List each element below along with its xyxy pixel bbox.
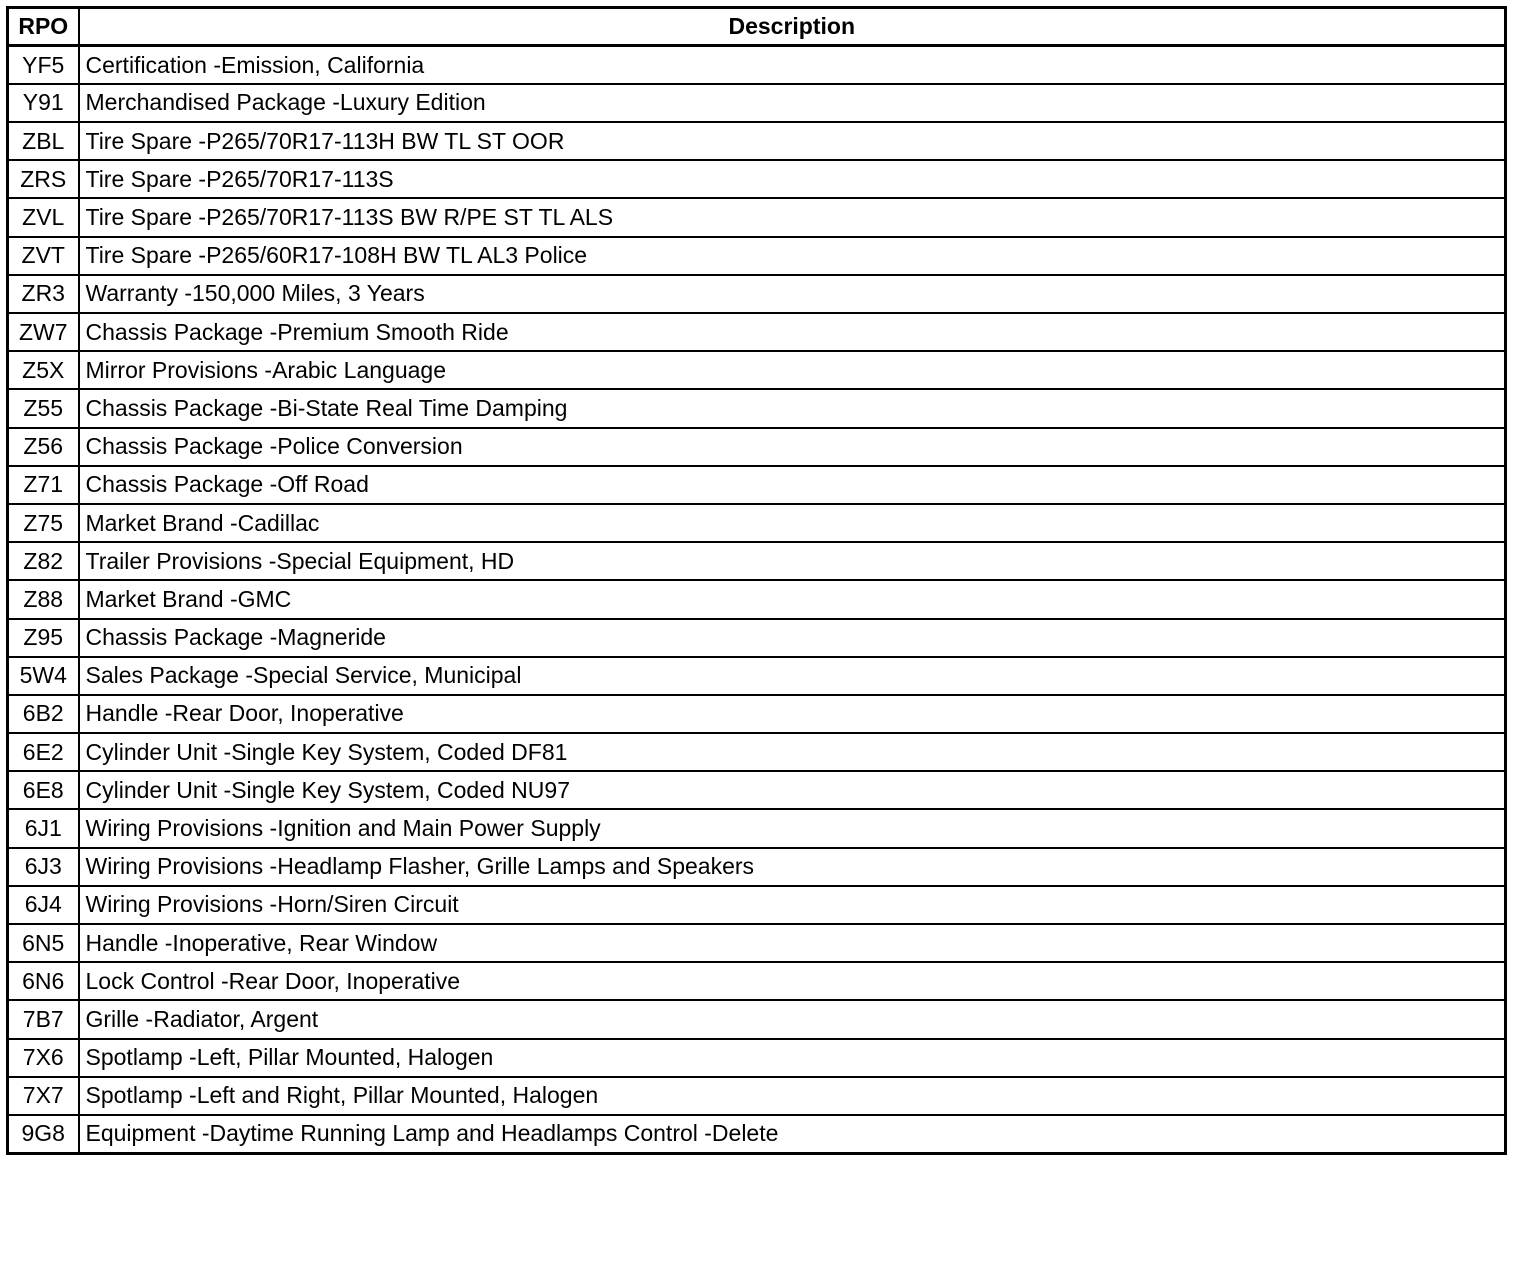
rpo-code-cell: Z55 xyxy=(8,389,79,427)
table-row xyxy=(8,46,1506,84)
rpo-code-cell: 6E8 xyxy=(8,771,79,809)
description-cell: Handle -Inoperative, Rear Window xyxy=(79,924,1506,962)
description-cell: Certification -Emission, California xyxy=(79,46,1506,84)
header-row xyxy=(8,8,1506,46)
description-cell: Tire Spare -P265/60R17-108H BW TL AL3 Police xyxy=(79,237,1506,275)
table-body xyxy=(8,46,1506,1153)
description-cell: Chassis Package -Premium Smooth Ride xyxy=(79,313,1506,351)
description-cell: Warranty -150,000 Miles, 3 Years xyxy=(79,275,1506,313)
description-cell: Wiring Provisions -Ignition and Main Power Supply xyxy=(79,809,1506,847)
table-row xyxy=(8,848,1506,886)
rpo-code-cell: Z75 xyxy=(8,504,79,542)
description-cell: Chassis Package -Magneride xyxy=(79,619,1506,657)
rpo-code-cell: ZVL xyxy=(8,198,79,236)
description-cell: Cylinder Unit -Single Key System, Coded NU97 xyxy=(79,771,1506,809)
table-header xyxy=(8,8,1506,46)
rpo-code-cell: Z95 xyxy=(8,619,79,657)
rpo-code-cell: 6E2 xyxy=(8,733,79,771)
table-row xyxy=(8,1115,1506,1153)
table-row xyxy=(8,198,1506,236)
rpo-code-cell: 6J3 xyxy=(8,848,79,886)
rpo-code-cell: YF5 xyxy=(8,46,79,84)
table-row xyxy=(8,313,1506,351)
table-row xyxy=(8,428,1506,466)
description-cell: Sales Package -Special Service, Municipal xyxy=(79,657,1506,695)
table-row xyxy=(8,84,1506,122)
table-row xyxy=(8,657,1506,695)
description-cell: Chassis Package -Police Conversion xyxy=(79,428,1506,466)
description-cell: Tire Spare -P265/70R17-113S xyxy=(79,160,1506,198)
rpo-code-cell: 7X7 xyxy=(8,1077,79,1115)
table-row xyxy=(8,275,1506,313)
description-cell: Cylinder Unit -Single Key System, Coded DF81 xyxy=(79,733,1506,771)
description-cell: Wiring Provisions -Horn/Siren Circuit xyxy=(79,886,1506,924)
table-row xyxy=(8,122,1506,160)
rpo-code-cell: Z88 xyxy=(8,580,79,618)
rpo-code-cell: 6J1 xyxy=(8,809,79,847)
description-cell: Spotlamp -Left, Pillar Mounted, Halogen xyxy=(79,1039,1506,1077)
description-cell: Merchandised Package -Luxury Edition xyxy=(79,84,1506,122)
rpo-code-cell: 5W4 xyxy=(8,657,79,695)
table-row xyxy=(8,504,1506,542)
description-cell: Wiring Provisions -Headlamp Flasher, Grille Lamps and Speakers xyxy=(79,848,1506,886)
description-cell: Spotlamp -Left and Right, Pillar Mounted, Halogen xyxy=(79,1077,1506,1115)
table-row xyxy=(8,1077,1506,1115)
rpo-table xyxy=(6,6,1507,1155)
table-row xyxy=(8,466,1506,504)
table-row xyxy=(8,542,1506,580)
table-row xyxy=(8,924,1506,962)
rpo-code-cell: 6N5 xyxy=(8,924,79,962)
table-row xyxy=(8,695,1506,733)
description-cell: Tire Spare -P265/70R17-113H BW TL ST OOR xyxy=(79,122,1506,160)
table-row xyxy=(8,962,1506,1000)
description-cell: Chassis Package -Off Road xyxy=(79,466,1506,504)
table-row xyxy=(8,351,1506,389)
description-cell: Trailer Provisions -Special Equipment, HD xyxy=(79,542,1506,580)
rpo-code-cell: ZBL xyxy=(8,122,79,160)
rpo-code-cell: 6B2 xyxy=(8,695,79,733)
description-cell: Tire Spare -P265/70R17-113S BW R/PE ST TL ALS xyxy=(79,198,1506,236)
table-row xyxy=(8,733,1506,771)
rpo-code-cell: 7X6 xyxy=(8,1039,79,1077)
rpo-code-cell: Z71 xyxy=(8,466,79,504)
table-row xyxy=(8,809,1506,847)
rpo-code-cell: 6N6 xyxy=(8,962,79,1000)
description-cell: Handle -Rear Door, Inoperative xyxy=(79,695,1506,733)
rpo-code-cell: ZW7 xyxy=(8,313,79,351)
table-row xyxy=(8,886,1506,924)
rpo-code-cell: ZR3 xyxy=(8,275,79,313)
table-row xyxy=(8,1000,1506,1038)
rpo-code-cell: ZVT xyxy=(8,237,79,275)
description-cell: Grille -Radiator, Argent xyxy=(79,1000,1506,1038)
table-row xyxy=(8,619,1506,657)
description-cell: Mirror Provisions -Arabic Language xyxy=(79,351,1506,389)
table-row xyxy=(8,771,1506,809)
table-row xyxy=(8,1039,1506,1077)
rpo-code-cell: Y91 xyxy=(8,84,79,122)
rpo-code-cell: ZRS xyxy=(8,160,79,198)
description-cell: Lock Control -Rear Door, Inoperative xyxy=(79,962,1506,1000)
table-row xyxy=(8,160,1506,198)
description-cell: Market Brand -GMC xyxy=(79,580,1506,618)
rpo-code-cell: 6J4 xyxy=(8,886,79,924)
column-header-description: Description xyxy=(79,8,1506,46)
column-header-rpo: RPO xyxy=(8,8,79,46)
rpo-code-cell: Z82 xyxy=(8,542,79,580)
table-row xyxy=(8,389,1506,427)
description-cell: Equipment -Daytime Running Lamp and Headlamps Control -Delete xyxy=(79,1115,1506,1153)
description-cell: Market Brand -Cadillac xyxy=(79,504,1506,542)
description-cell: Chassis Package -Bi-State Real Time Damping xyxy=(79,389,1506,427)
rpo-code-cell: Z56 xyxy=(8,428,79,466)
rpo-code-cell: 9G8 xyxy=(8,1115,79,1153)
rpo-code-cell: 7B7 xyxy=(8,1000,79,1038)
table-row xyxy=(8,237,1506,275)
table-row xyxy=(8,580,1506,618)
rpo-code-cell: Z5X xyxy=(8,351,79,389)
